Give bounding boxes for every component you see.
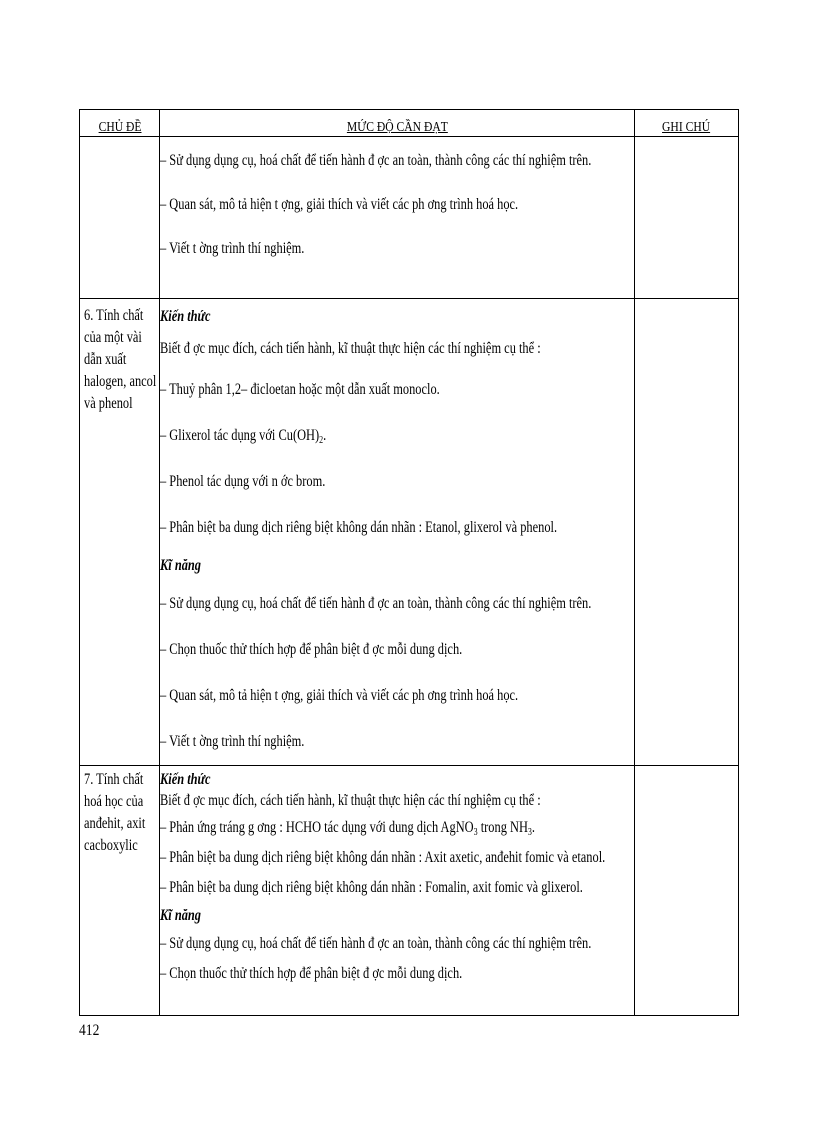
content-cell bbox=[160, 766, 635, 1016]
knowledge-intro: Biết đ ợc mục đích, cách tiến hành, kĩ thuật thực hiện các thí nghiệm cụ thể : bbox=[160, 792, 541, 809]
table-header-row bbox=[80, 110, 739, 137]
table-row bbox=[80, 299, 739, 766]
page-number: 412 bbox=[79, 1022, 100, 1039]
list-item: – Glixerol tác dụng với $Cu(OH)_2$. bbox=[160, 427, 327, 446]
topic-text bbox=[80, 137, 159, 143]
header-level: MỨC ĐỘ CẦN ĐẠT bbox=[193, 110, 601, 137]
list-item: – Sử dụng dụng cụ, hoá chất để tiến hành đ ợc an toàn, thành công các thí nghiệm trên. bbox=[160, 595, 592, 612]
note-cell bbox=[634, 299, 738, 766]
content-cell bbox=[160, 299, 635, 766]
list-item: – Chọn thuốc thử thích hợp để phân biệt đ ợc mỗi dung dịch. bbox=[160, 641, 463, 658]
knowledge-intro: Biết đ ợc mục đích, cách tiến hành, kĩ thuật thực hiện các thí nghiệm cụ thể : bbox=[160, 340, 541, 357]
list-item: – Phân biệt ba dung dịch riêng biệt không dán nhãn : Fomalin, axit fomic và glixerol. bbox=[160, 879, 584, 896]
list-item: – Phân biệt ba dung dịch riêng biệt không dán nhãn : Axit axetic, anđehit fomic và etanol. bbox=[160, 849, 606, 866]
table-row bbox=[80, 137, 739, 299]
header-notes: GHI CHÚ bbox=[642, 110, 732, 137]
header-topic: CHỦ ĐỀ bbox=[85, 110, 154, 137]
knowledge-heading: Kiến thức bbox=[160, 308, 211, 325]
topic-text: 6. Tính chất của một vài dẫn xuất halogen, ancol và phenol bbox=[84, 307, 157, 412]
list-item: – Quan sát, mô tả hiện t ợng, giải thích và viết các ph ơng trình hoá học. bbox=[160, 687, 519, 704]
topic-cell bbox=[80, 137, 160, 299]
skill-heading: Kĩ năng bbox=[160, 557, 202, 574]
list-item: – Sử dụng dụng cụ, hoá chất để tiến hành đ ợc an toàn, thành công các thí nghiệm trên. bbox=[160, 935, 592, 952]
skill-heading: Kĩ năng bbox=[160, 907, 202, 924]
list-item: – Phân biệt ba dung dịch riêng biệt không dán nhãn : Etanol, glixerol và phenol. bbox=[160, 519, 558, 536]
requirements-table bbox=[79, 109, 739, 1016]
list-item: – Phenol tác dụng với n ớc brom. bbox=[160, 473, 326, 490]
topic-cell bbox=[80, 766, 160, 1016]
list-item: – Thuỷ phân 1,2– đicloetan hoặc một dẫn xuất monoclo. bbox=[160, 381, 440, 398]
knowledge-heading: Kiến thức bbox=[160, 771, 211, 788]
table-row bbox=[80, 766, 739, 1016]
list-item: – Phản ứng tráng g ơng : HCHO tác dụng với dung dịch AgNO$_3$ trong $NH_3$. bbox=[160, 819, 536, 838]
list-item: – Viết t ờng trình thí nghiệm. bbox=[160, 733, 305, 750]
list-item: – Quan sát, mô tả hiện t ợng, giải thích và viết các ph ơng trình hoá học. bbox=[160, 196, 519, 213]
topic-cell bbox=[80, 299, 160, 766]
list-item: – Viết t ờng trình thí nghiệm. bbox=[160, 240, 305, 257]
topic-text: 7. Tính chất hoá học của anđehit, axit cacboxylic bbox=[84, 771, 146, 854]
note-cell bbox=[634, 137, 738, 299]
note-cell bbox=[634, 766, 738, 1016]
list-item: – Sử dụng dụng cụ, hoá chất để tiến hành đ ợc an toàn, thành công các thí nghiệm trên. bbox=[160, 152, 592, 169]
list-item: – Chọn thuốc thử thích hợp để phân biệt đ ợc mỗi dung dịch. bbox=[160, 965, 463, 982]
content-cell bbox=[160, 137, 635, 299]
